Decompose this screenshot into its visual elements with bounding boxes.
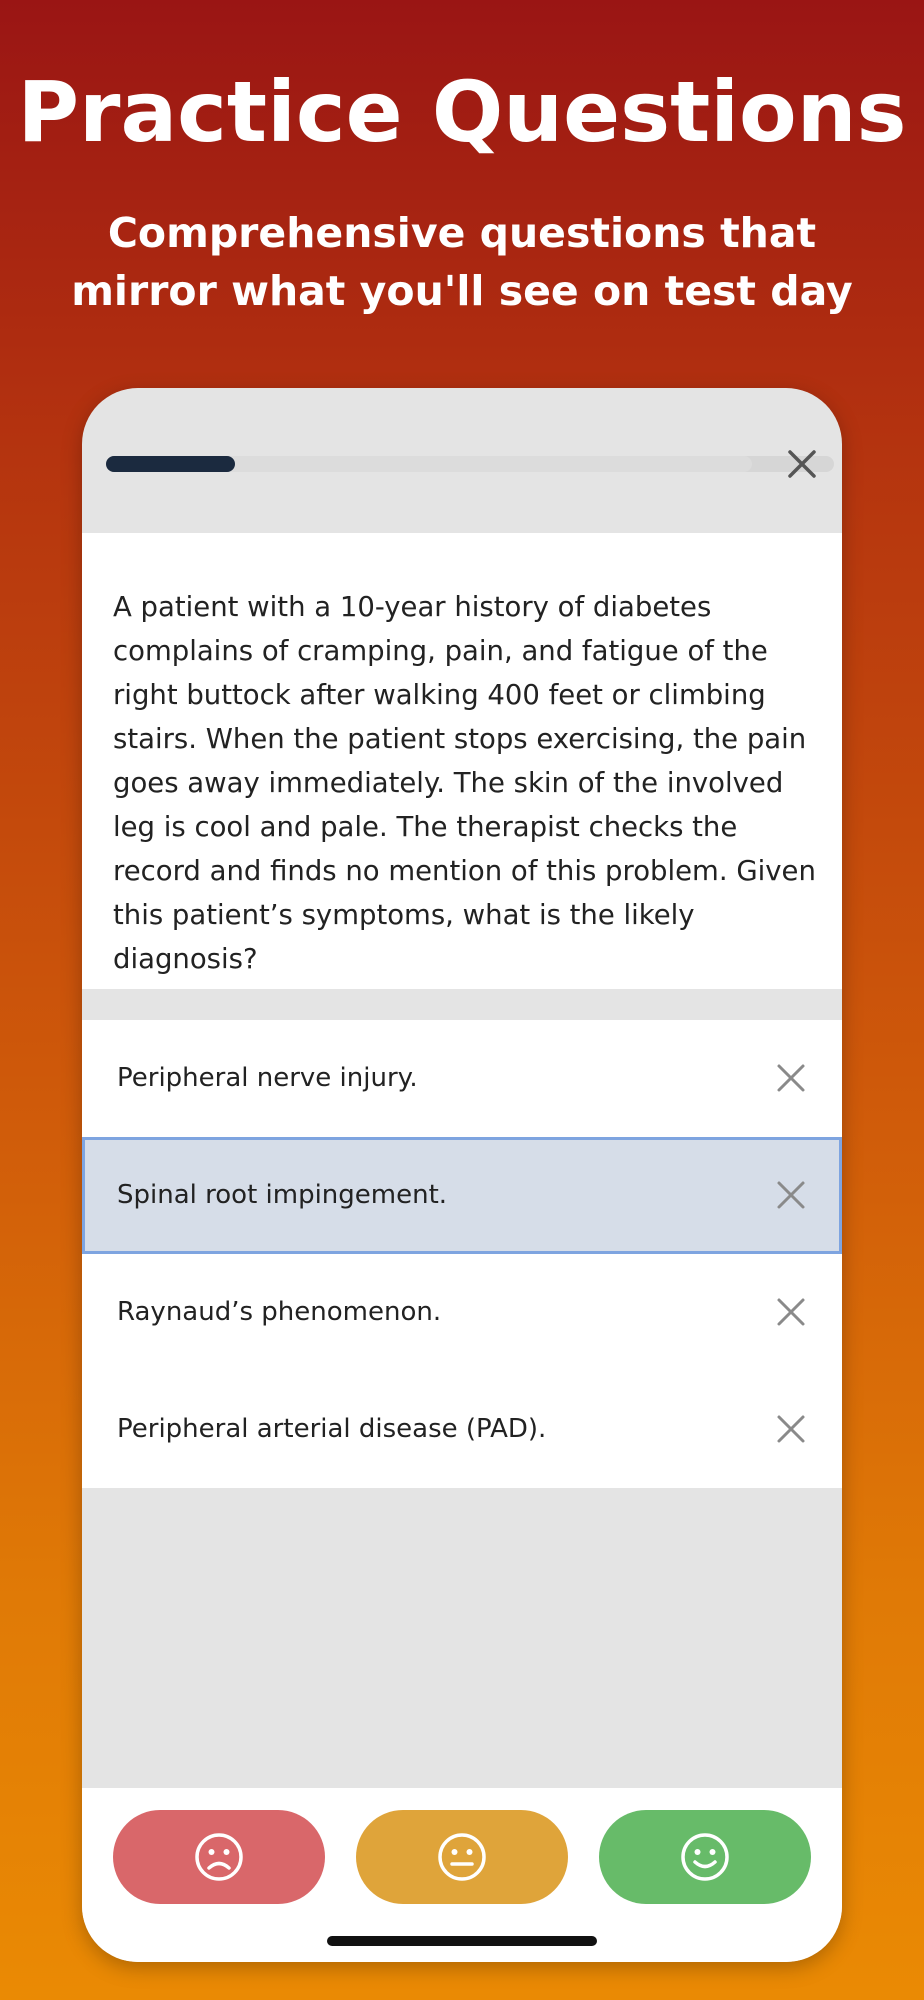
question-text: A patient with a 10-year history of diabetes complains of cramping, pain, and fatigue of the right buttock after walking 400 feet or climbing stairs. When the patient stops exercising, the pain goes away immediately. The skin of the involved leg is cool and pale. The therapist checks the record and finds no mention of this problem. Given this patient’s symptoms, what is the likely diagnosis? [113, 591, 816, 975]
page-title: Practice Questions [17, 63, 907, 161]
close-icon [778, 440, 826, 488]
rate-okay-button[interactable] [356, 1810, 568, 1904]
answer-option-selected[interactable] [82, 1137, 842, 1254]
answer-list [82, 1020, 842, 1488]
rate-easy-button[interactable] [599, 1810, 811, 1904]
answer-option[interactable] [82, 1254, 842, 1371]
progress-bar [106, 456, 834, 472]
close-icon [772, 1410, 810, 1448]
page-subtitle: Comprehensive questions that mirror what you'll see on test day [71, 209, 853, 315]
close-quiz-button[interactable] [778, 440, 826, 488]
answer-option[interactable] [82, 1020, 842, 1137]
eliminate-answer-button[interactable] [772, 1059, 810, 1097]
sad-face-icon [193, 1831, 245, 1883]
answer-label: Spinal root impingement. [117, 1180, 448, 1210]
answer-label: Peripheral arterial disease (PAD). [117, 1414, 547, 1444]
rating-bar [82, 1788, 842, 1962]
rate-hard-button[interactable] [113, 1810, 325, 1904]
home-indicator [327, 1936, 597, 1946]
question-card [82, 533, 842, 989]
answer-label: Peripheral nerve injury. [117, 1063, 418, 1093]
progress-fill [106, 456, 235, 472]
progress-track [106, 456, 752, 472]
close-icon [772, 1293, 810, 1331]
eliminate-answer-button[interactable] [772, 1176, 810, 1214]
quiz-header [82, 388, 842, 533]
neutral-face-icon [436, 1831, 488, 1883]
close-icon [772, 1176, 810, 1214]
answer-label: Raynaud’s phenomenon. [117, 1297, 442, 1327]
eliminate-answer-button[interactable] [772, 1410, 810, 1448]
eliminate-answer-button[interactable] [772, 1293, 810, 1331]
phone-screen [82, 388, 842, 1962]
close-icon [772, 1059, 810, 1097]
happy-face-icon [679, 1831, 731, 1883]
answer-option[interactable] [82, 1371, 842, 1488]
